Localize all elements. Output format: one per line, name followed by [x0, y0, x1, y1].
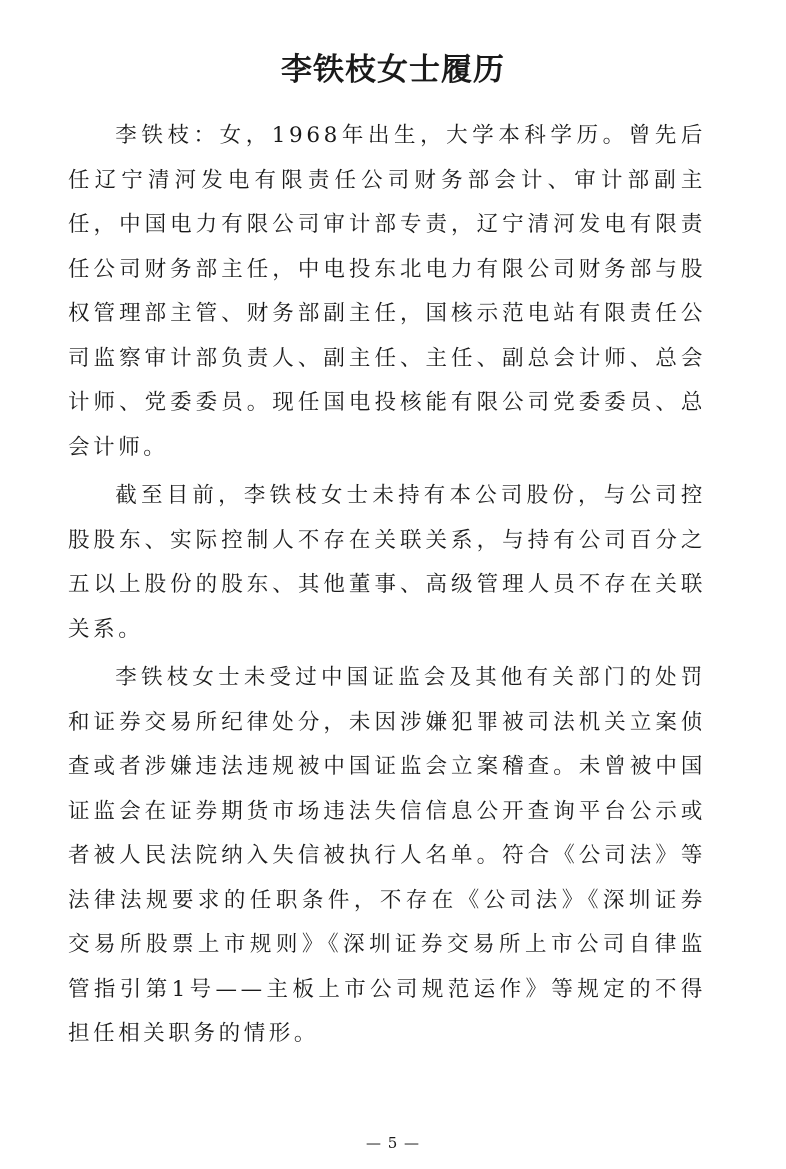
paragraph-compliance: 李铁枝女士未受过中国证监会及其他有关部门的处罚和证券交易所纪律处分，未因涉嫌犯罪被司法机关立案侦查或者涉嫌违法违规被中国证监会立案稽查。未曾被中国证监会在证券期货市场违法失信信息公开查询平台公示或者被人民法院纳入失信被执行人名单。符合《公司法》等法律法规要求的任职条件，不存在《公司法》《深圳证券交易所股票上市规则》《深圳证券交易所上市公司自律监管指引第1号——主板上市公司规范运作》等规定的不得担任相关职务的情形。 [68, 665, 706, 1046]
document-body [68, 114, 706, 1061]
paragraph-shareholding: 截至目前，李铁枝女士未持有本公司股份，与公司控股股东、实际控制人不存在关联关系，与持有公司百分之五以上股份的股东、其他董事、高级管理人员不存在关联关系。 [68, 483, 706, 642]
document-title: 李铁枝女士履历 [281, 52, 505, 88]
paragraph-career: 李铁枝：女，1968年出生，大学本科学历。曾先后任辽宁清河发电有限责任公司财务部会计、审计部副主任，中国电力有限公司审计部专责，辽宁清河发电有限责任公司财务部主任，中电投东北电力有限公司财务部与股权管理部主管、财务部副主任，国核示范电站有限责任公司监察审计部负责人、副主任、主任、副总会计师、总会计师、党委委员。现任国电投核能有限公司党委委员、总会计师。 [68, 123, 706, 460]
page-number: — 5 — [365, 1134, 421, 1152]
